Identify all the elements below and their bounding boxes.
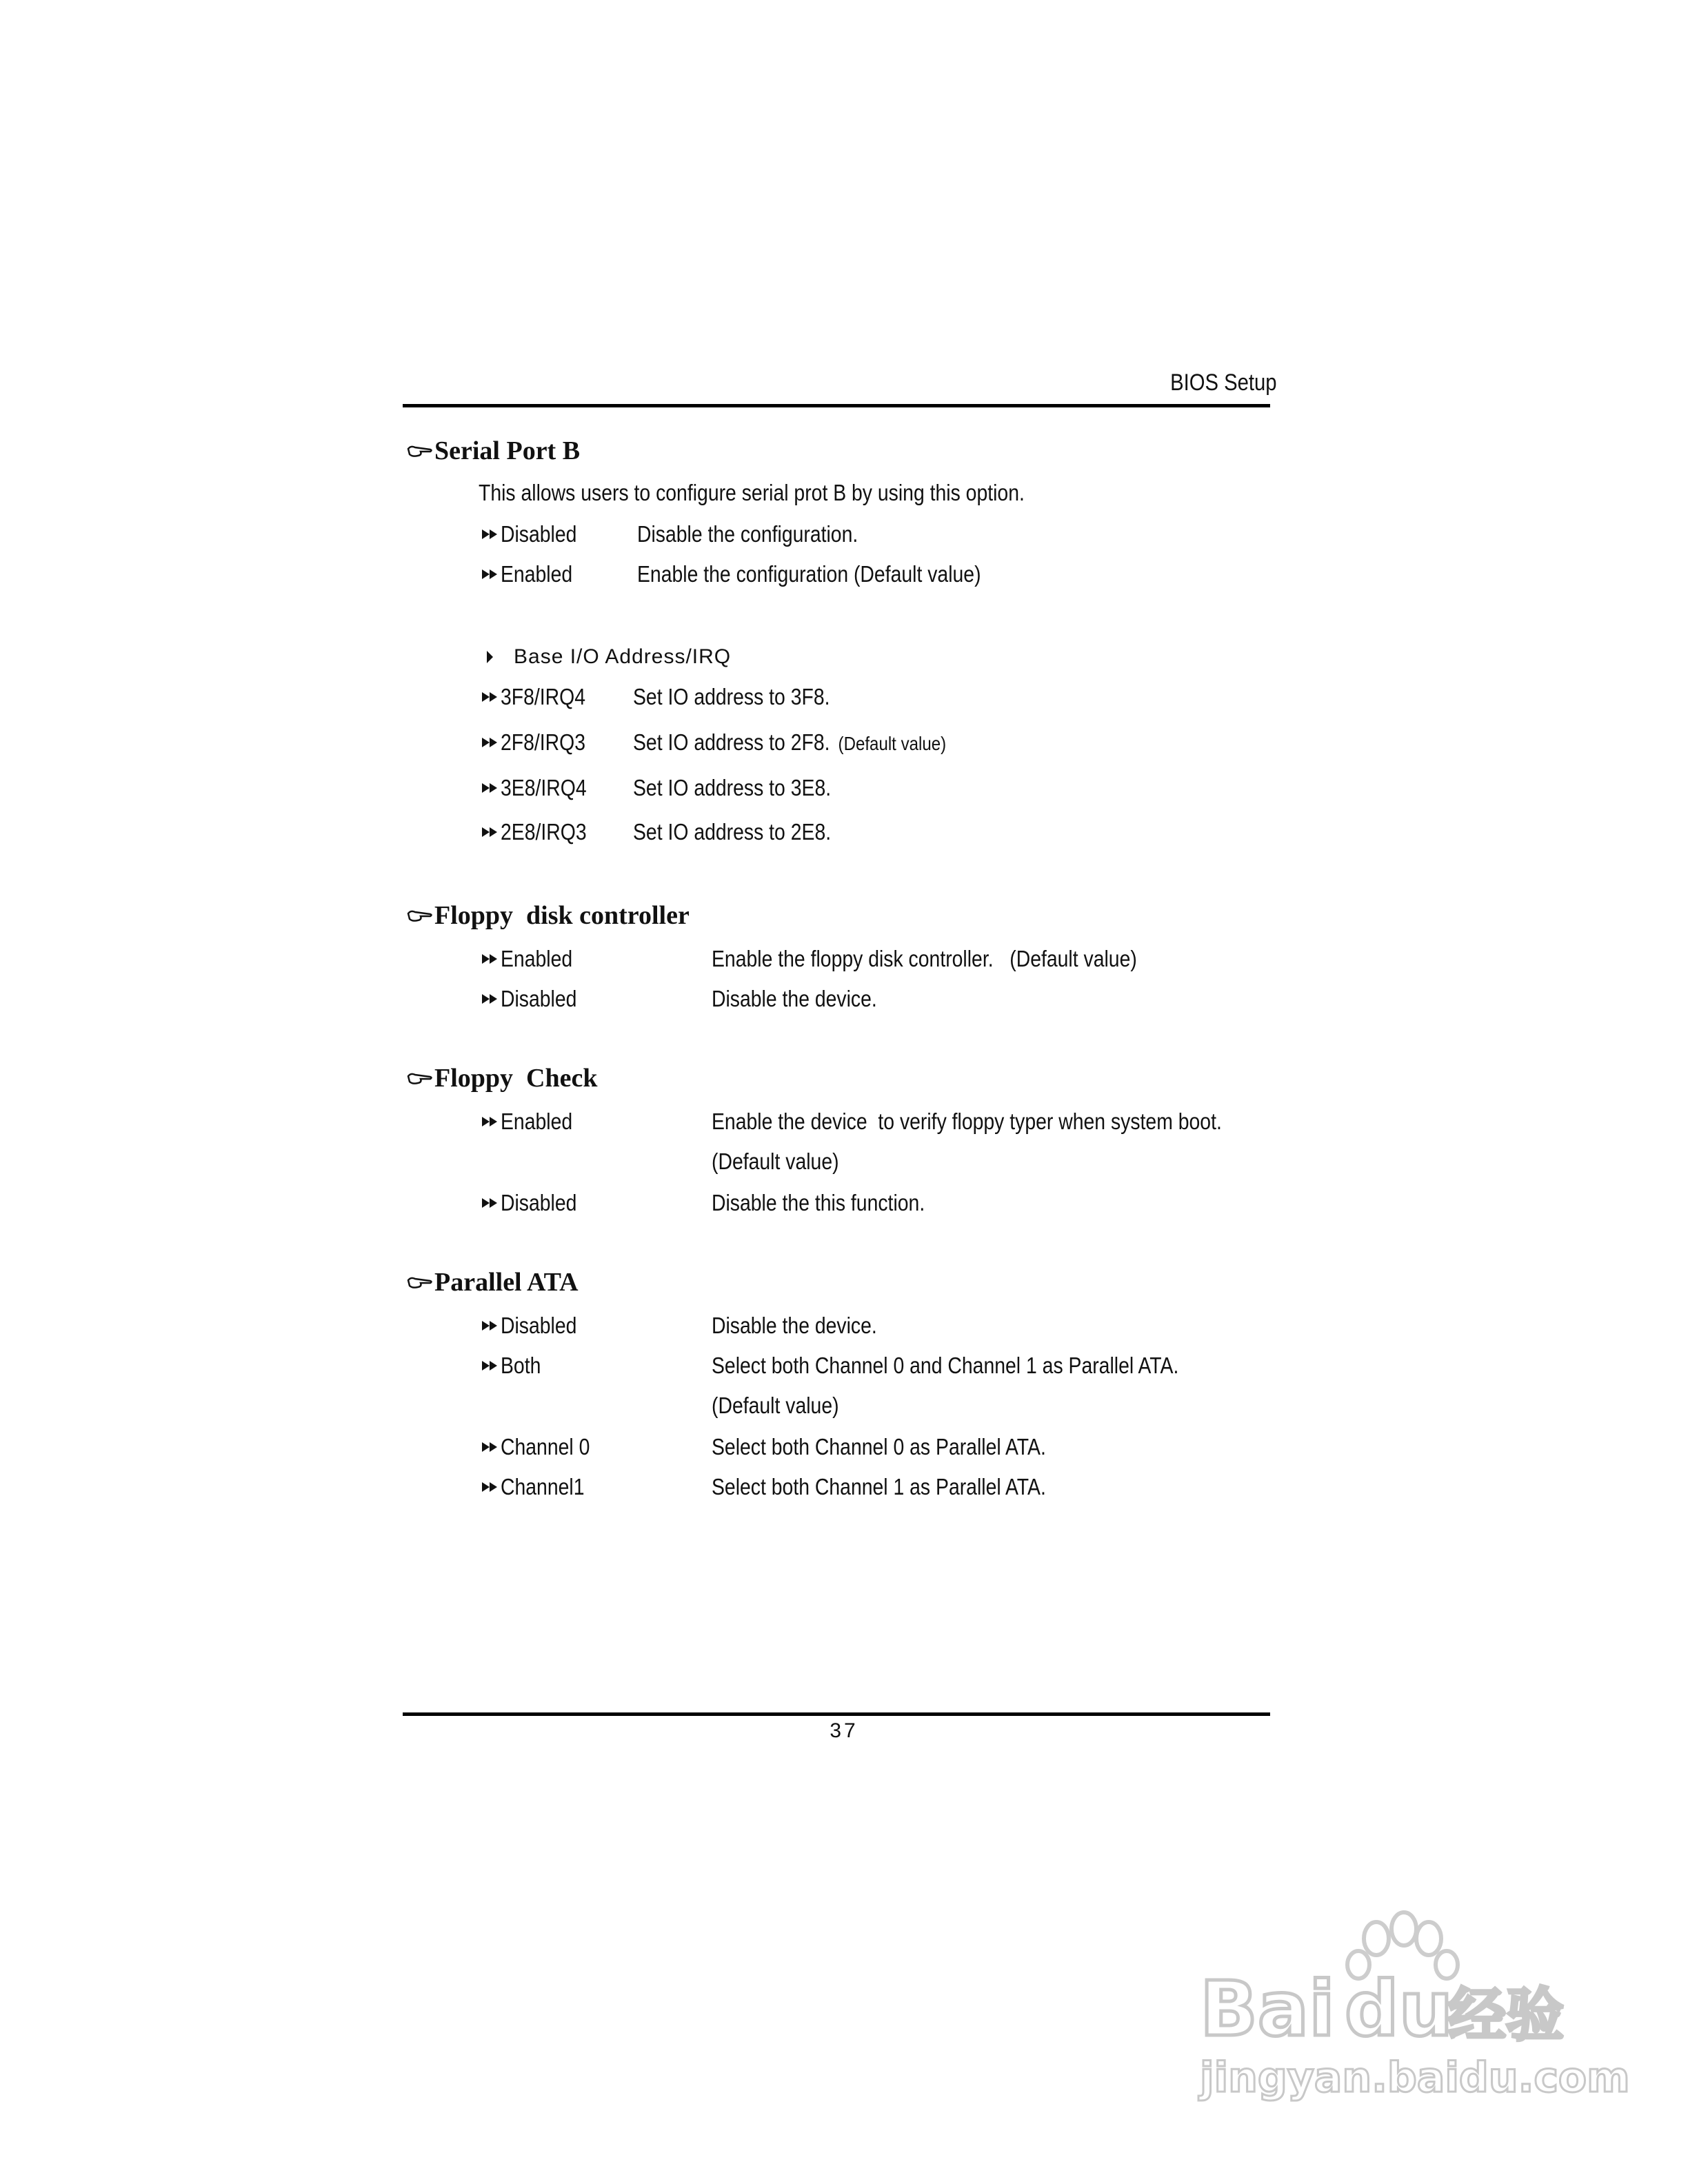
option-label-2f8-irq3: 2F8/IRQ3 — [481, 729, 599, 756]
option-desc: Select both Channel 0 as Parallel ATA. — [712, 1434, 1046, 1459]
double-arrow-icon — [481, 1441, 499, 1453]
option-desc: Select both Channel 1 as Parallel ATA. — [712, 1474, 1046, 1499]
option-desc: Disable the configuration. — [637, 521, 858, 547]
double-arrow-icon — [481, 993, 499, 1005]
svg-text:du: du — [1345, 1965, 1454, 2053]
option-label-disabled: Disabled — [481, 1313, 589, 1339]
pointing-hand-icon — [407, 1275, 433, 1290]
option-desc: Enable the configuration (Default value) — [637, 561, 981, 587]
double-arrow-icon — [481, 528, 499, 540]
page-header-title: BIOS Setup — [1170, 370, 1277, 396]
option-desc-continued: (Default value) — [712, 1393, 839, 1418]
option-label-3f8-irq4: 3F8/IRQ4 — [481, 684, 599, 710]
option-desc: Set IO address to 3F8. — [633, 684, 830, 709]
option-desc: Disable the device. — [712, 986, 877, 1011]
double-arrow-icon — [481, 736, 499, 749]
option-label-channel-0: Channel 0 — [481, 1434, 604, 1460]
option-label-disabled: Disabled — [481, 521, 589, 547]
subsection-heading-base-io: Base I/O Address/IRQ — [487, 645, 731, 669]
baidu-watermark-logo — [1186, 1911, 1630, 2104]
option-desc: Set IO address to 2F8. (Default value) — [633, 729, 947, 755]
footer-rule — [403, 1712, 1270, 1716]
double-arrow-icon — [481, 568, 499, 580]
option-label-both: Both — [481, 1353, 547, 1379]
double-arrow-icon — [481, 953, 499, 965]
option-desc: Enable the device to verify floppy typer when system boot. — [712, 1109, 1222, 1134]
section-intro: This allows users to configure serial prot B by using this option. — [479, 480, 1025, 505]
header-rule — [403, 404, 1270, 407]
double-arrow-icon — [481, 826, 499, 838]
option-desc: Set IO address to 3E8. — [633, 775, 832, 800]
double-arrow-icon — [481, 691, 499, 703]
pointing-hand-icon — [407, 443, 433, 458]
option-label-channel-1: Channel1 — [481, 1474, 598, 1500]
page-number: 37 — [830, 1719, 858, 1742]
default-value-note: (Default value) — [838, 733, 947, 754]
option-label-disabled: Disabled — [481, 986, 589, 1012]
option-desc: Set IO address to 2E8. — [633, 819, 832, 845]
option-desc: Disable the device. — [712, 1313, 877, 1338]
option-label-enabled: Enabled — [481, 946, 584, 972]
option-label-enabled: Enabled — [481, 561, 584, 587]
double-arrow-icon — [481, 1115, 499, 1128]
section-heading-parallel-ata: Parallel ATA — [407, 1267, 579, 1297]
double-arrow-icon — [481, 1197, 499, 1209]
option-desc: Select both Channel 0 and Channel 1 as Parallel ATA. — [712, 1353, 1179, 1378]
section-heading-floppy-check: Floppy Check — [407, 1063, 597, 1093]
option-desc-continued: (Default value) — [712, 1149, 839, 1174]
triangle-bullet-icon — [487, 651, 493, 663]
double-arrow-icon — [481, 1481, 499, 1493]
pointing-hand-icon — [407, 1071, 433, 1086]
option-desc: Enable the floppy disk controller. (Default value) — [712, 946, 1137, 971]
svg-text:Bai: Bai — [1200, 1965, 1335, 2053]
option-label-3e8-irq4: 3E8/IRQ4 — [481, 775, 601, 801]
option-label-enabled: Enabled — [481, 1109, 584, 1135]
svg-text:经验: 经验 — [1448, 1981, 1565, 2049]
pointing-hand-icon — [407, 908, 433, 923]
double-arrow-icon — [481, 1359, 499, 1372]
double-arrow-icon — [481, 1320, 499, 1332]
option-label-disabled: Disabled — [481, 1190, 589, 1216]
double-arrow-icon — [481, 782, 499, 794]
section-heading-serial-port-b: Serial Port B — [407, 436, 580, 466]
svg-text:jingyan.baidu.com: jingyan.baidu.com — [1200, 2054, 1630, 2102]
option-desc: Disable the this function. — [712, 1190, 925, 1215]
section-heading-floppy-disk-controller: Floppy disk controller — [407, 900, 690, 931]
option-label-2e8-irq3: 2E8/IRQ3 — [481, 819, 601, 845]
